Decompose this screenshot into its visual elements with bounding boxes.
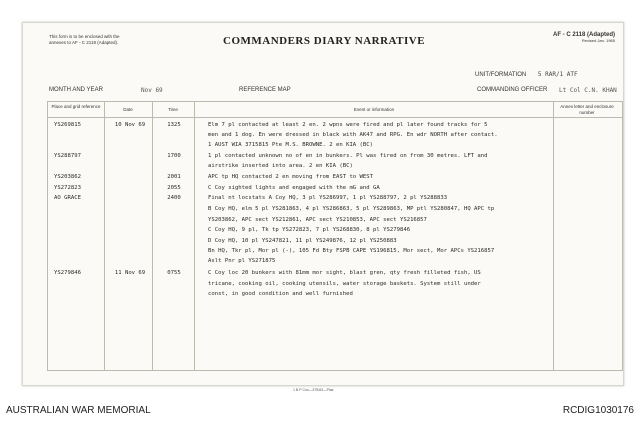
meta-row <box>49 87 619 97</box>
row-time: 0755 <box>167 270 181 276</box>
form-footer-code: 1 B P Cno—375/63—Plas <box>293 388 334 392</box>
row-event: 1 AUST WIA 3715815 Pte M.S. BROWNE. 2 en KIA (BC) <box>208 142 374 148</box>
row-event: Final nt locstats A Coy HQ, 3 pl YS286997, 1 pl YS288797, 2 pl YS288833 <box>208 195 448 201</box>
row-event: D Coy HQ, 10 pl YS247821, 11 pl YS249876, 12 pl YS250883 <box>208 238 397 244</box>
row-event: airstrike inserted into area. 2 en KIA (BC) <box>208 163 353 169</box>
row-event: Elm 7 pl contacted at least 2 en. 2 wpns were fired and pl later found tracks for 5 <box>208 122 488 128</box>
commanding-officer-value: Lt Col C.N. KHAN <box>559 87 617 94</box>
row-date: 10 Nov 69 <box>114 122 146 128</box>
diary-table <box>47 101 623 371</box>
form-title: COMMANDERS DIARY NARRATIVE <box>223 35 426 47</box>
row-place: YS269815 <box>54 122 81 128</box>
row-time: 2001 <box>167 174 181 180</box>
row-event: 1 pl contacted unknown no of en in bunkers. Pl was fired on from 30 metres. LFT and <box>208 153 488 159</box>
row-event: C Coy loc 20 bunkers with 81mm mor sight, blast gren, qty fresh filleted fish, US <box>208 270 481 276</box>
row-time: 1325 <box>167 122 181 128</box>
unit-formation <box>475 71 578 78</box>
column-divider <box>194 102 195 370</box>
unit-label: UNIT/FORMATION <box>475 72 527 78</box>
row-place: YS203862 <box>54 174 81 180</box>
row-event: tricane, cooking oil, cooking utensils, water storage baskets. System still under <box>208 281 481 287</box>
reference-map-label: REFERENCE MAP <box>239 87 291 93</box>
enclosure-note <box>49 34 179 46</box>
row-place: AO GRACE <box>54 195 81 201</box>
row-event: men and 1 dog. En were dressed in black with AK47 and RPG. En wdr NORTH after contact. <box>208 132 498 138</box>
row-event: APC tp HQ contacted 2 en moving from EAST to WEST <box>208 174 374 180</box>
column-header-time: Time <box>168 107 178 112</box>
enclosure-note-line: This form is to be enclosed with the <box>49 34 120 39</box>
enclosure-note-line: annexes to AF - C 2119 (Adapted). <box>49 40 119 45</box>
row-event: const, in good condition and well furnished <box>208 291 353 297</box>
column-divider <box>104 102 105 370</box>
row-event: B Coy HQ, elm 5 pl YS281863, 4 pl YS286863, 5 pl YS289863, MP ptl YS280847, HQ APC tp <box>208 206 495 212</box>
month-year-label: MONTH AND YEAR <box>49 87 103 93</box>
archive-caption: AUSTRALIAN WAR MEMORIAL <box>6 405 151 416</box>
month-year-value: Nov 69 <box>141 87 163 94</box>
form-revised: Revised Jan. 1965 <box>581 38 615 43</box>
row-event: C Coy HQ, 9 pl, Tk tp YS272823, 7 pl YS268830, 8 pl YS279846 <box>208 227 411 233</box>
record-id: RCDIG1030176 <box>562 405 634 416</box>
row-event: C Coy sighted lights and engaged with the mG and GA <box>208 185 380 191</box>
diary-sheet <box>22 22 624 392</box>
row-place: YS279846 <box>54 270 81 276</box>
column-header-date: Date <box>123 107 133 112</box>
column-divider <box>553 102 554 370</box>
form-number-text: AF - C 2118 (Adapted) <box>552 32 615 38</box>
row-time: 2055 <box>167 185 181 191</box>
column-header-annex: Annex letter and enclosure number <box>560 104 614 115</box>
commanding-officer-label: COMMANDING OFFICER <box>477 87 548 93</box>
row-event: Bn HQ, Tkr pl, Mor pl (-), 105 Fd Bty FSPB CAPE YS196815, Mor sect, Mor APCs YS216857 <box>208 248 495 254</box>
row-place: YS272823 <box>54 185 81 191</box>
column-header-event: Event or information <box>353 107 395 112</box>
row-time: 1700 <box>167 153 181 159</box>
row-place: YS288797 <box>54 153 81 159</box>
row-event: YS203862, APC sect YS212861, APC sect YS210853, APC sect YS216857 <box>208 217 427 223</box>
row-date: 11 Nov 69 <box>114 270 146 276</box>
column-header-place: Place and grid reference <box>51 104 101 109</box>
form-number <box>553 32 615 43</box>
column-divider <box>152 102 153 370</box>
header-divider <box>48 117 622 118</box>
row-event: Aslt Pnr pl YS271875 <box>208 258 276 264</box>
unit-value: 5 RAR/1 ATF <box>537 71 578 78</box>
row-time: 2400 <box>167 195 181 201</box>
